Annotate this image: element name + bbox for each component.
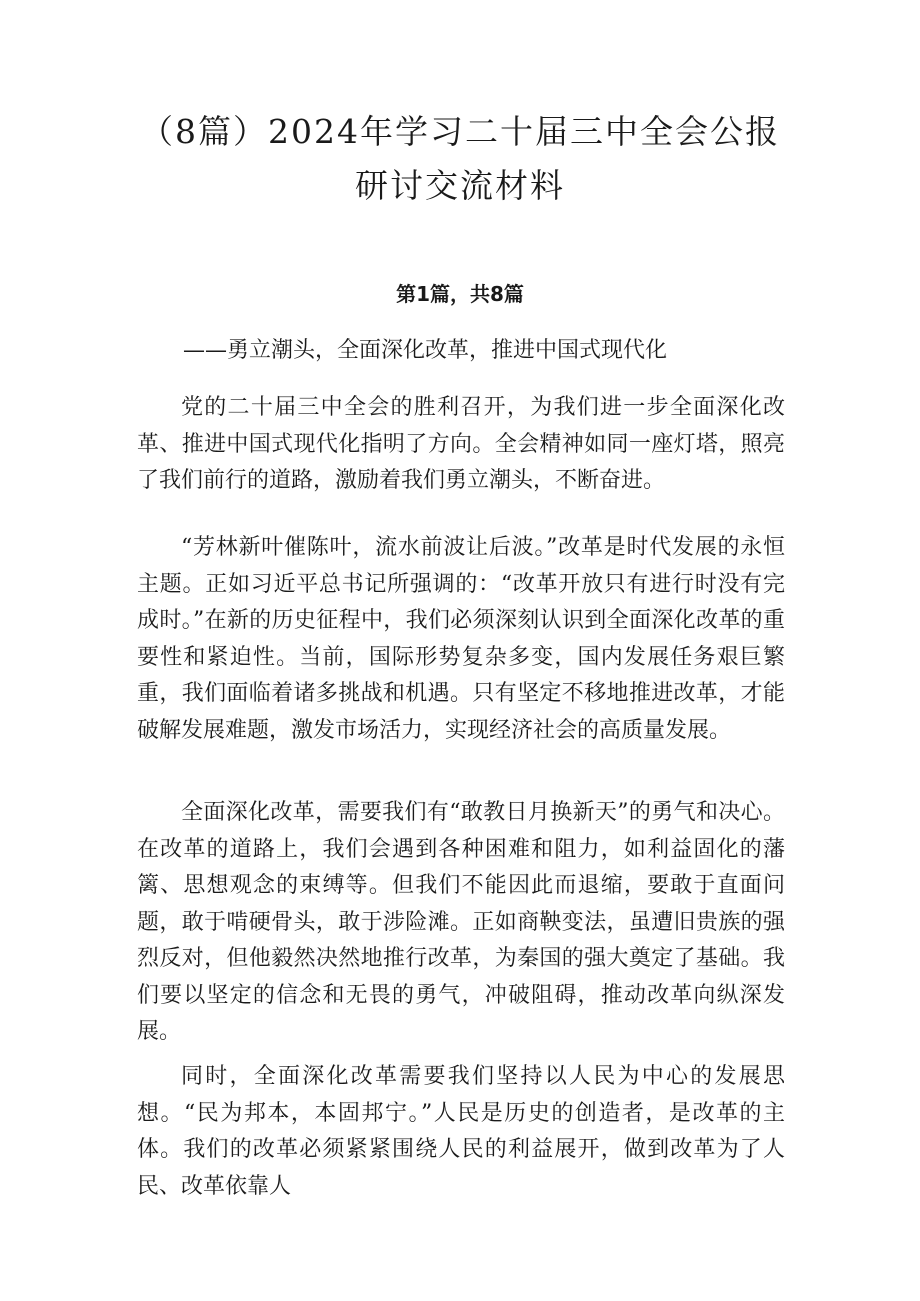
body-paragraph: 党的二十届三中全会的胜利召开，为我们进一步全面深化改革、推进中国式现代化指明了方向。全会精神如同一座灯塔，照亮了我们前行的道路，激励着我们勇立潮头，不断奋进。 bbox=[137, 395, 785, 493]
section-heading: 第1篇，共8篇 bbox=[396, 282, 524, 306]
body-paragraph: 全面深化改革，需要我们有“敢教日月换新天”的勇气和决心。在改革的道路上，我们会遇到各种困难和阻力，如利益固化的藩篱、思想观念的束缚等。但我们不能因此而退缩，要敢于直面问题，敢于啃硬骨头，敢于涉险滩。正如商鞅变法，虽遭旧贵族的强烈反对，但他毅然决然地推行改革，为秦国的强大奠定了基础。我们要以坚定的信念和无畏的勇气，冲破阻碍，推动改革向纵深发展。 bbox=[137, 800, 785, 1044]
document-title-line-2: 研讨交流材料 bbox=[355, 166, 565, 205]
document-title-line-1: （8篇）2024年学习二十届三中全会公报 bbox=[140, 112, 780, 151]
body-paragraph: “芳林新叶催陈叶，流水前波让后波。”改革是时代发展的永恒主题。正如习近平总书记所强调的：“改革开放只有进行时没有完成时。”在新的历史征程中，我们必须深刻认识到全面深化改革的重要性和紧迫性。当前，国际形势复杂多变，国内发展任务艰巨繁重，我们面临着诸多挑战和机遇。只有坚定不移地推进改革，才能破解发展难题，激发市场活力，实现经济社会的高质量发展。 bbox=[137, 535, 785, 743]
body-paragraph: 同时，全面深化改革需要我们坚持以人民为中心的发展思想。“民为邦本，本固邦宁。”人民是历史的创造者，是改革的主体。我们的改革必须紧紧围绕人民的利益展开，做到改革为了人民、改革依靠人 bbox=[137, 1064, 785, 1199]
section-subtitle: ——勇立潮头，全面深化改革，推进中国式现代化 bbox=[183, 338, 668, 363]
